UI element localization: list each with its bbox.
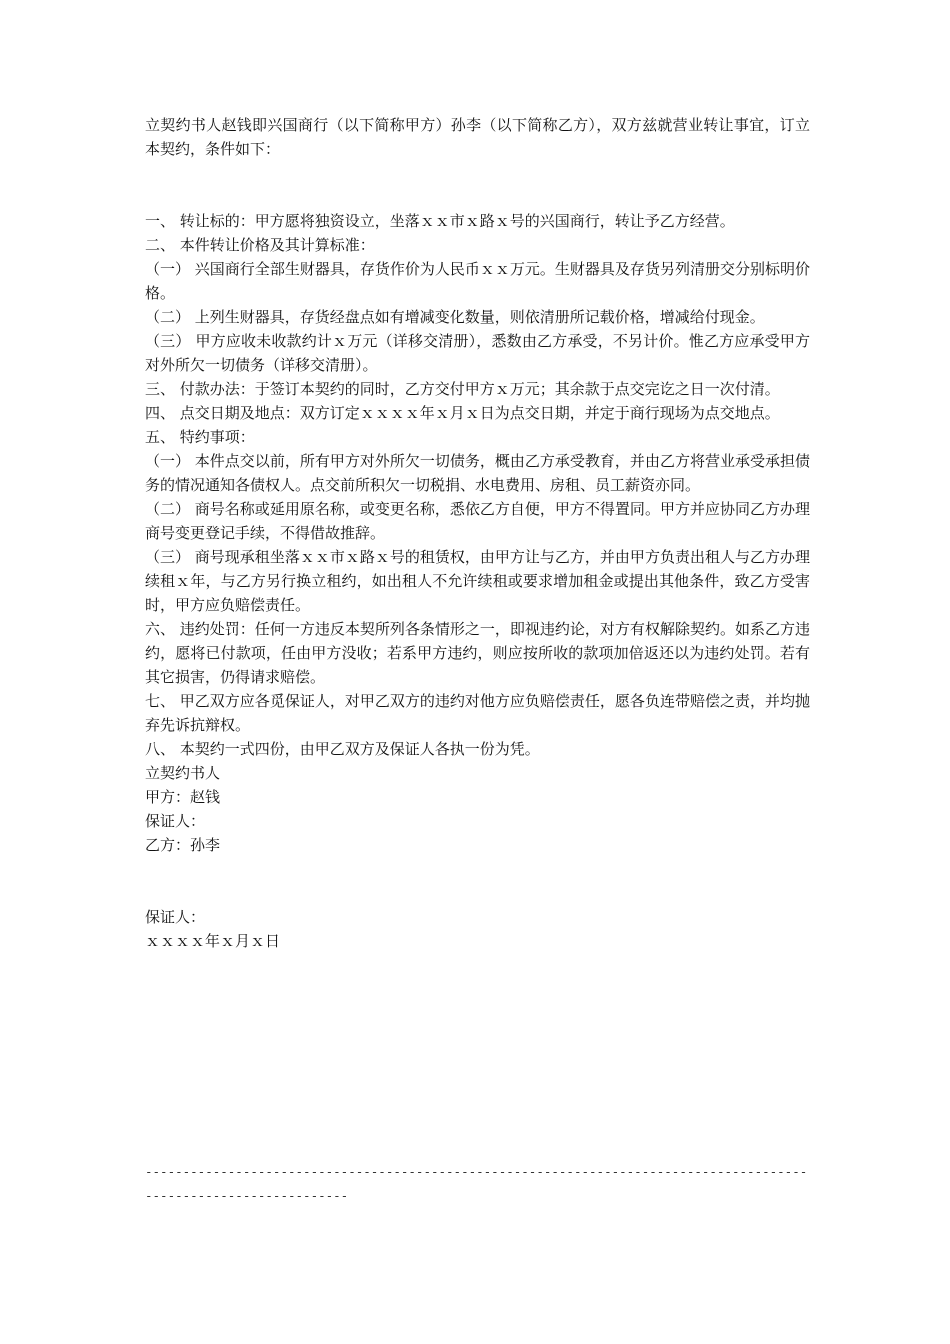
clause-2-item-2: （二） 上列生财器具，存货经盘点如有增减变化数量，则依清册所记载价格，增减给付现金。 (145, 308, 765, 326)
intro-gap (145, 161, 810, 209)
clause-6: 六、 违约处罚：任何一方违反本契所列各条情形之一，即视违约论，对方有权解除契约。如系乙方违约，愿将已付款项，任由甲方没收；若系甲方违约，则应按所收的款项加倍返还以为违约处罚。若有其它损害，仍得请求赔偿。 (145, 620, 810, 686)
clause-3: 三、 付款办法：于签订本契约的同时，乙方交付甲方ｘ万元；其余款于点交完讫之日一次付清。 (145, 380, 780, 398)
clause-1: 一、 转让标的：甲方愿将独资设立，坐落ｘｘ市ｘ路ｘ号的兴国商行，转让予乙方经营。 (145, 212, 735, 230)
clause-2-item-1: （一） 兴国商行全部生财器具，存货作价为人民币ｘｘ万元。生财器具及存货另列清册交分别标明价格。 (145, 260, 810, 302)
clause-5-item-2: （二） 商号名称或延用原名称，或变更名称，悉依乙方自便，甲方不得置同。甲方并应协同乙方办理商号变更登记手续，不得借故推辞。 (145, 500, 810, 542)
clause-2: 二、 本件转让价格及其计算标准： (145, 236, 375, 254)
clause-4: 四、 点交日期及地点：双方订定ｘｘｘｘ年ｘ月ｘ日为点交日期，并定于商行现场为点交地点。 (145, 404, 780, 422)
contract-intro: 立契约书人赵钱即兴国商行（以下简称甲方）孙李（以下简称乙方），双方兹就营业转让事宜，订立本契约，条件如下： (145, 116, 810, 158)
signature-gap (145, 857, 810, 905)
clause-5-item-3: （三） 商号现承租坐落ｘｘ市ｘ路ｘ号的租赁权，由甲方让与乙方，并由甲方负责出租人与乙方办理续租ｘ年，与乙方另行换立租约，如出租人不允许续租或要求增加租金或提出其他条件，致乙方受害时，甲方应负赔偿责任。 (145, 548, 810, 614)
signing-date: ｘｘｘｘ年ｘ月ｘ日 (145, 932, 281, 950)
dashed-divider: ------------------------------------------------------------------------------------------------------------------- (145, 1164, 808, 1203)
clause-5-item-1: （一） 本件点交以前，所有甲方对外所欠一切债务，概由乙方承受教育，并由乙方将营业承受承担债务的情况通知各债权人。点交前所积欠一切税捐、水电费用、房租、员工薪资亦同。 (145, 452, 810, 494)
contract-body (145, 113, 810, 953)
guarantor-signature-2: 保证人： (145, 908, 206, 926)
clause-5: 五、 特约事项： (145, 428, 255, 446)
party-a-signature: 甲方：赵钱 (145, 788, 221, 806)
signature-title: 立契约书人 (145, 764, 221, 782)
clause-8: 八、 本契约一式四份，由甲乙双方及保证人各执一份为凭。 (145, 740, 540, 758)
clause-7: 七、 甲乙双方应各觅保证人，对甲乙双方的违约对他方应负赔偿责任，愿各负连带赔偿之责，并均抛弃先诉抗辩权。 (145, 692, 810, 734)
party-b-signature: 乙方：孙李 (145, 836, 221, 854)
guarantor-signature-1: 保证人： (145, 812, 206, 830)
clause-2-item-3: （三） 甲方应收未收款约计ｘ万元（详移交清册），悉数由乙方承受，不另计价。惟乙方应承受甲方对外所欠一切债务（详移交清册）。 (145, 332, 810, 374)
